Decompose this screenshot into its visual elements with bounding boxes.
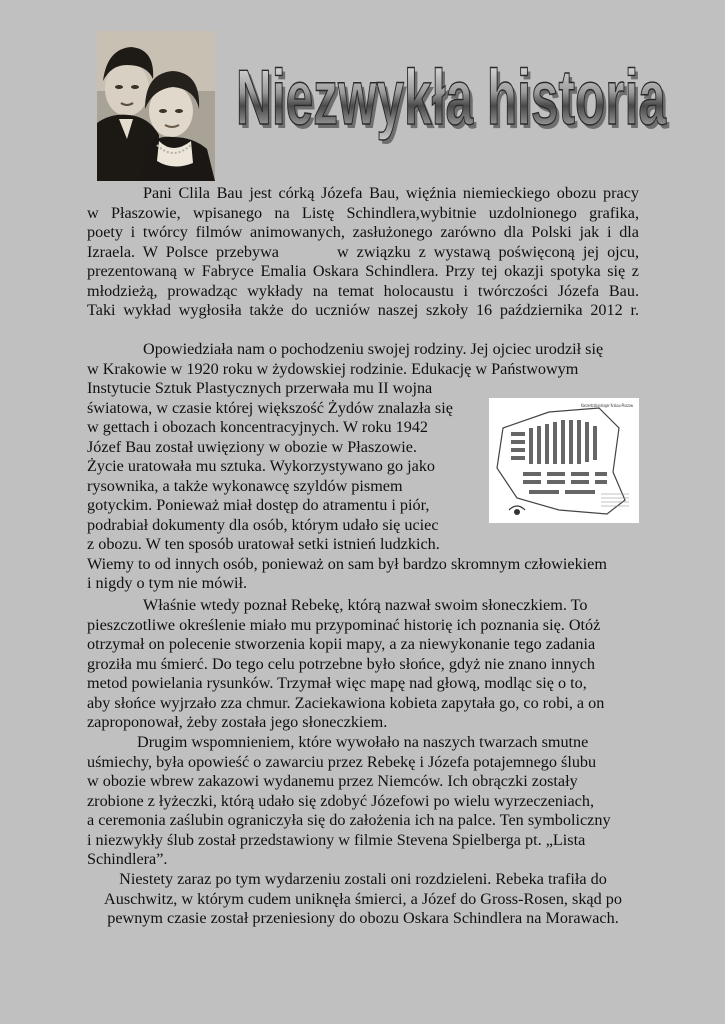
text-line: Schindlera”. xyxy=(87,850,168,868)
text-line: a ceremonia zaślubin ograniczyła się do założenia ich na palce. Ten symboliczny xyxy=(87,811,611,829)
title-text: Niezwykła historia xyxy=(236,53,667,141)
text-line: groziła mu śmierć. Do tego celu potrzebne było słońce, gdyż nie znano innych xyxy=(87,654,595,673)
couple-photo xyxy=(97,31,215,181)
text-line: uśmiechy, była opowieść o zawarciu przez Rebekę i Józefa potajemnego ślubu xyxy=(87,752,597,771)
text-line: Właśnie wtedy poznał Rebekę, którą nazwał swoim słoneczkiem. To xyxy=(143,596,588,614)
text-line: prezentowaną w Fabryce Emalia Oskara Schindlera. Przy tej okazji spotyka się z xyxy=(87,262,639,280)
camp-map-image xyxy=(489,398,665,523)
text-line: Niestety zaraz po tym wydarzeniu zostali oni rozdzieleni. Rebeka trafiła do xyxy=(119,870,607,888)
text-line: i nigdy o tym nie mówił. xyxy=(87,574,248,592)
text-line: Pani Clila Bau jest córką Józefa Bau, więźnia niemieckiego obozu pracy xyxy=(143,184,639,202)
text-line: otrzymał on polecenie stworzenia kopii mapy, a za niewykonanie tego zadania xyxy=(87,635,596,653)
page-title xyxy=(232,38,672,168)
text-line: Instytucie Sztuk Plastycznych przerwała mu II wojna xyxy=(87,379,433,397)
paragraph-wedding xyxy=(87,733,647,870)
text-line: z obozu. W ten sposób uratował setki istnień ludzkich. xyxy=(87,535,440,553)
text-line: Auschwitz, w którym cudem uniknęła śmierci, a Józef do Gross-Rosen, skąd po xyxy=(104,889,622,908)
text-line: i niezwykły ślub został przedstawiony w filmie Stevena Spielberga pt. „Lista xyxy=(87,830,586,849)
text-line: Opowiedziała nam o pochodzeniu swojej rodziny. Jej ojciec urodził się xyxy=(143,340,604,358)
text-segment: w związku z wystawą poświęconą jej ojcu, xyxy=(336,242,639,261)
text-segment: Izraela. W Polsce przebywa xyxy=(87,242,279,261)
text-line: zaproponował, żeby została jego słoneczkiem. xyxy=(87,713,388,731)
paragraph-intro xyxy=(87,184,639,321)
text-line: poety i twórcy filmów animowanych, zasłużonego zarówno dla Polski jak i dla xyxy=(87,223,639,241)
text-line: metod powielania rysunków. Trzymał więc mapę nad głową, modląc się o to, xyxy=(87,674,587,692)
text-line: rysownika, a także wykonawcę szyldów pismem xyxy=(87,476,403,495)
couple-photo-icon xyxy=(97,31,215,181)
text-line: zrobione z łyżeczki, którą udało się zdobyć Józefowi po wielu wyrzeczeniach, xyxy=(87,791,594,810)
text-line: w Płaszowie, wpisanego na Listę Schindlera,wybitnie uzdolnionego grafika, xyxy=(87,203,639,222)
text-line: Taki wykład wygłosiła także do uczniów naszej szkoły 16 października 2012 r. xyxy=(87,301,639,319)
map-caption: Konzentrationslager Krakau-Plaszow xyxy=(581,404,665,409)
paragraph-separation xyxy=(80,870,646,929)
text-line: aby słońce wyjrzało zza chmur. Zaciekawiona kobieta zapytała go, co robi, a on xyxy=(87,693,605,712)
title-shadow: Niezwykła historia xyxy=(239,57,670,145)
text-line: gotyckim. Ponieważ miał dostęp do atramentu i piór, xyxy=(87,496,430,514)
text-line: pewnym czasie został przeniesiony do obozu Oskara Schindlera na Morawach. xyxy=(107,909,619,927)
text-line: Józef Bau został uwięziony w obozie w Płaszowie. xyxy=(87,437,417,456)
text-line: pieszczotliwe określenie miało mu przypominać historię ich poznania się. Otóż xyxy=(87,615,601,634)
text-line: w obozie wbrew zakazowi wydanemu przez Niemców. Ich obrączki zostały xyxy=(87,772,578,790)
camp-map-icon xyxy=(489,398,665,523)
text-line: Drugim wspomnieniem, które wywołało na naszych twarzach smutne xyxy=(137,733,589,751)
text-line: Życie uratowała mu sztuka. Wykorzystywano go jako xyxy=(87,457,436,475)
text-line xyxy=(87,243,639,263)
text-line: w gettach i obozach koncentracyjnych. W roku 1942 xyxy=(87,418,429,436)
text-line: w Krakowie w 1920 roku w żydowskiej rodzinie. Edukację w Państwowym xyxy=(87,359,579,378)
text-line: światowa, w czasie której większość Żydów znalazła się xyxy=(87,398,453,417)
paragraph-sunshine xyxy=(87,596,647,733)
text-line: Wiemy to od innych osób, ponieważ on sam był bardzo skromnym człowiekiem xyxy=(87,554,607,573)
text-line: młodzieżą, prowadząc wykłady na temat holocaustu i twórczości Józefa Bau. xyxy=(87,281,639,300)
text-line: podrabiał dokumenty dla osób, którym udało się uciec xyxy=(87,515,439,534)
